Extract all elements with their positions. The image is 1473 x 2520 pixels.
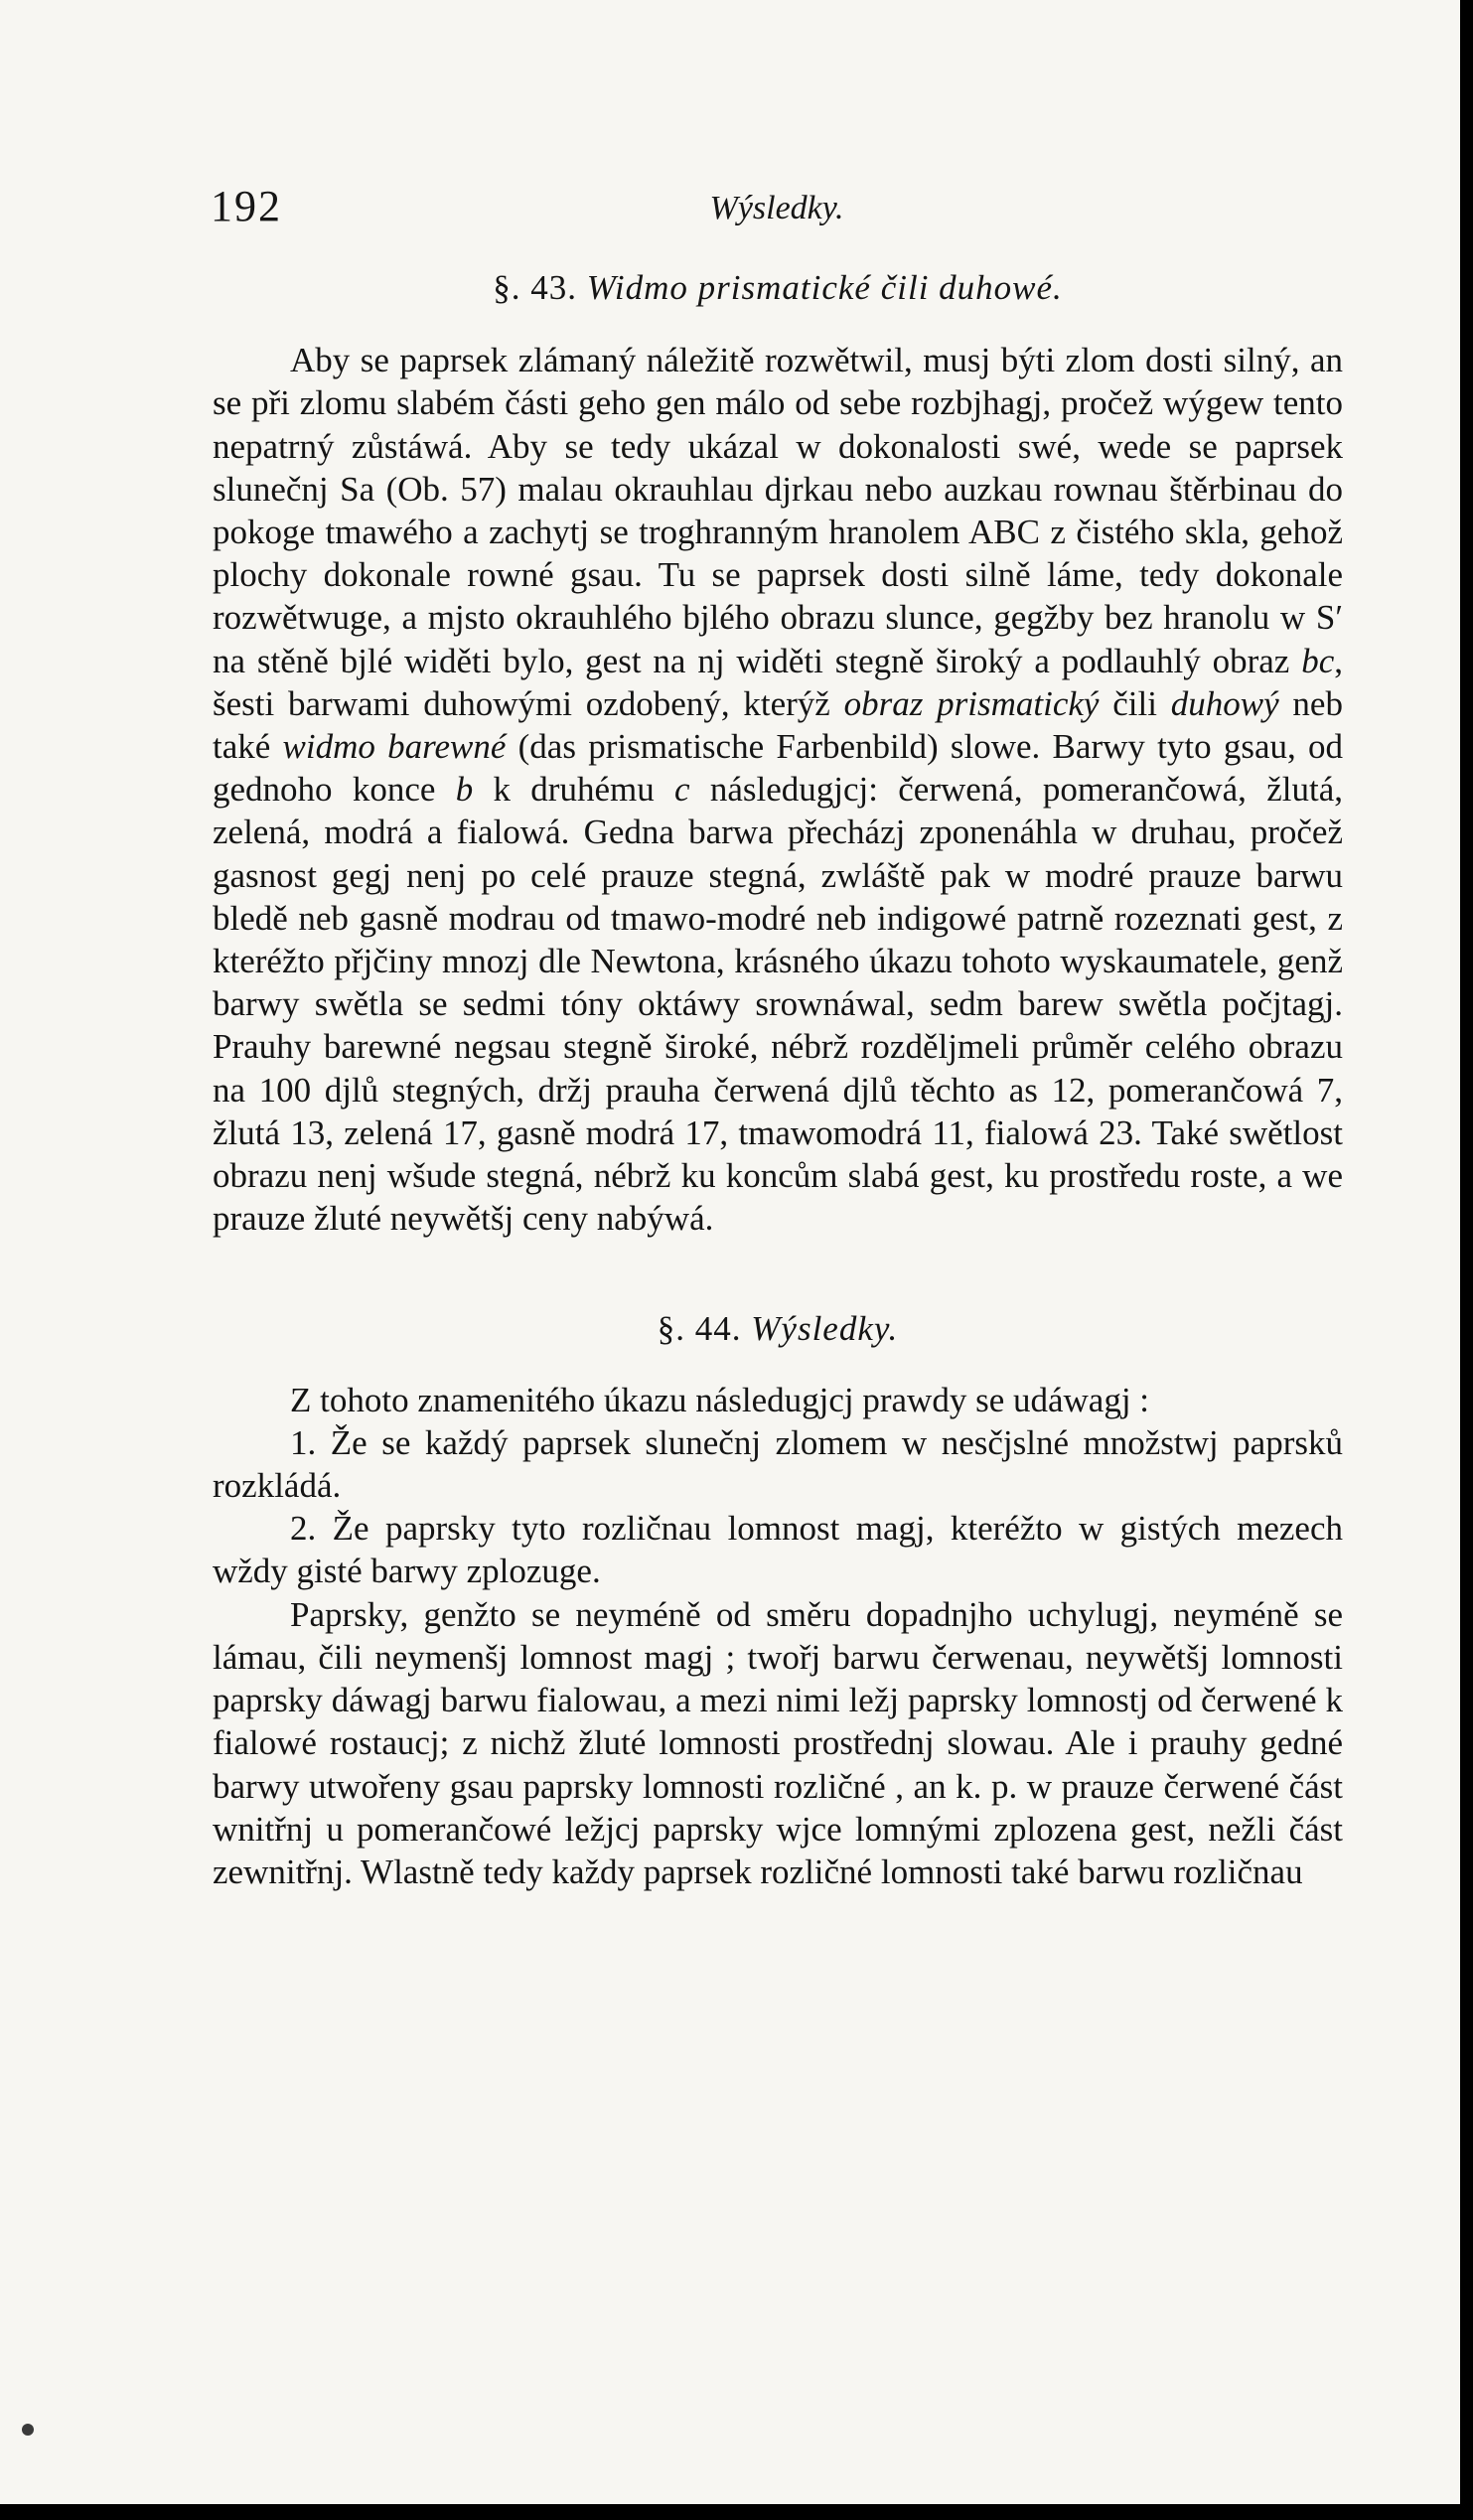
- text-run: , šesti barwami duhowými ozdobený, kterýž: [213, 641, 1343, 723]
- list-item-2: 2. Že paprsky tyto rozličnau lomnost magj, kteréžto w gistých mezech wždy gisté barwy zplozuge.: [213, 1509, 1343, 1591]
- text-run: neb také: [213, 683, 1343, 767]
- page-number: 192: [211, 182, 282, 230]
- text-run: čili: [1099, 683, 1171, 723]
- section-43-paragraph: [213, 339, 1343, 1240]
- running-head: [211, 177, 1343, 236]
- section-43-title: Widmo prismatické čili duhowé.: [586, 268, 1063, 307]
- italic-term: duhowý: [1170, 683, 1279, 723]
- text-run: následugjcj: čerwená, pomerančowá, žlutá, zelená, modrá a fialowá. Gedna barwa přecházj zponenáhla w druhau, pročež gasnost gegj nenj po celé prauze stegná, zwláště pak w modré prauze barwu bledě neb gasně modrau od tmawo-modré neb indigowé patrně rozeznati gest, z kteréžto přjčiny mnozj dle Newtona, krásného úkazu tohoto wyskaumatele, genž barwy swětla se sedmi tóny oktáwy srownáwal, sedm barew swětla počjtagj. Prauhy barewné negsau stegně široké, nébrž rozděljmeli průměr celého obrazu na 100 djlů stegných, držj prauha čerwená djlů těchto as 12, pomerančowá 7, žlutá 13, zelená 17, gasně modrá 17, tmawomodrá 11, fialowá 23. Také swětlost obrazu nenj wšude stegná, nébrž ku koncům slabá gest, ku prostředu roste, a we prauze žluté neywětšj ceny nabýwá.: [213, 770, 1343, 1239]
- text-run: (das prismatische Farbenbild) slowe. Barwy tyto gsau, od gednoho konce: [213, 727, 1343, 810]
- italic-term: widmo barewné: [282, 727, 507, 767]
- section-43-heading: [213, 266, 1343, 309]
- margin-speck: [22, 2424, 34, 2436]
- text-run: k druhému: [473, 770, 675, 810]
- section-44-intro: Z tohoto znamenitého úkazu následugjcj prawdy se udáwagj :: [290, 1380, 1150, 1419]
- list-item-1: 1. Že se každý paprsek slunečnj zlomem w nesčjslné množstwj paprsků rozkládá.: [213, 1422, 1343, 1506]
- section-44-paragraph: Paprsky, genžto se neyméně od směru dopadnjho uchylugj, neyméně se lámau, čili neymenšj lomnost magj ; twořj barwu čerwenau, neywětšj lomnosti paprsky dáwagj barwu fialowau, a mezi nimi ležj paprsky lomnostj od čerwené k fialowé rostaucj; z nichž žluté lomnosti prostřednj slowau. Ale i prauhy gedné barwy utwořeny gsau paprsky lomnosti rozličné , an k. p. w prauze čerwené část wnitřnj u pomerančowé ležjcj paprsky wjce lomnými zplozena gest, nežli část zewnitřnj. Wlastně tedy každy paprsek rozličné lomnosti také barwu rozličnau: [213, 1594, 1343, 1891]
- italic-term: bc: [1301, 641, 1335, 680]
- section-43-number: §. 43.: [493, 268, 577, 307]
- section-44-number: §. 44.: [657, 1309, 742, 1349]
- section-44-title: Wýsledky.: [751, 1309, 899, 1349]
- italic-term: obraz prismatický: [843, 683, 1100, 723]
- body-text: [213, 266, 1343, 1893]
- italic-term: c: [674, 770, 690, 810]
- text-run: Aby se paprsek zlámaný náležitě rozwětwil, musj býti zlom dosti silný, an se při zlomu slabém části geho gen málo od sebe rozbjhagj, pročež wýgew tento nepatrný zůstáwá. Aby se tedy ukázal w dokonalosti swé, wede se paprsek slunečnj Sa (Ob. 57) malau okrauhlau djrkau nebo auzkau rownau štěrbinau do pokoge tmawého a zachytj se troghranným hranolem ABC z čistého skla, gehož plochy dokonale rowné gsau. Tu se paprsek dosti silně láme, tedy dokonale rozwětwuge, a mjsto okrauhlého bjlého obrazu slunce, gegžby bez hranolu w S′ na stěně bjlé widěti bylo, gest na nj widěti stegně široký a podlauhlý obraz: [213, 341, 1343, 680]
- running-title: Wýsledky.: [709, 190, 844, 226]
- italic-term: b: [455, 770, 474, 810]
- section-44-heading: [213, 1307, 1343, 1350]
